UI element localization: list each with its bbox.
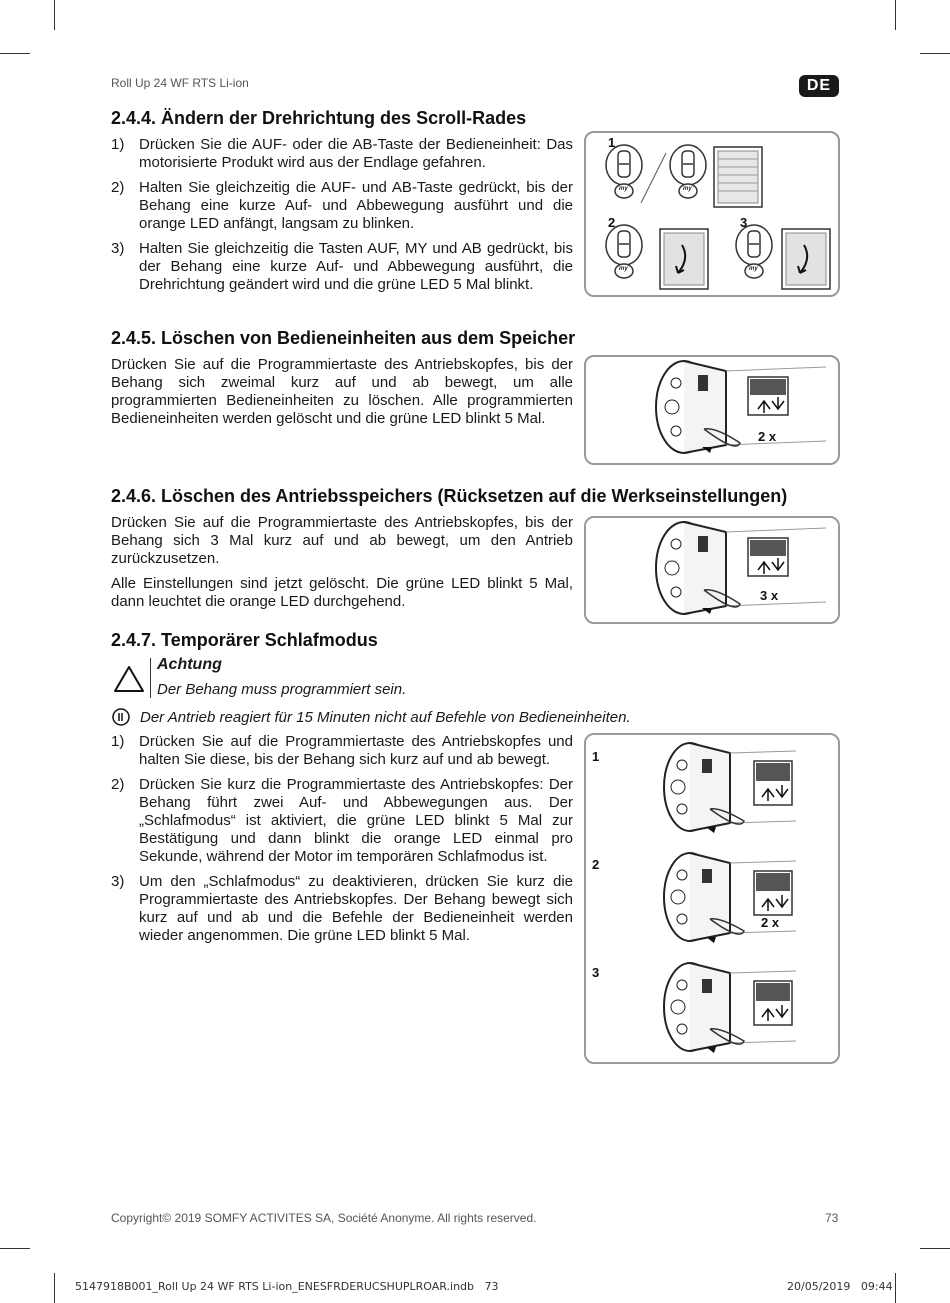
figure-step-label: 2 xyxy=(592,857,600,872)
step-text: Drücken Sie auf die Programmiertaste des Antriebskopfes und halten Sie diese, bis der Behang sich kurz auf und ab bewegt. xyxy=(139,733,573,768)
motor-head-illustration xyxy=(586,357,838,463)
step-text: Halten Sie gleichzeitig die AUF- und AB-Taste gedrückt, bis der Behang eine kurze Auf- und Abbewegung ausführt und die orange LED anfängt, langsam zu blinken. xyxy=(139,179,573,232)
motor-head-icon xyxy=(656,361,826,453)
my-button-label: my xyxy=(683,186,692,192)
step-number: 1) xyxy=(111,136,125,153)
motor-head-icon xyxy=(656,522,826,614)
heading-2-4-6: 2.4.6. Löschen des Antriebsspeichers (Rücksetzen auf die Werkseinstellungen) xyxy=(111,486,788,506)
info-text: Der Antrieb reagiert für 15 Minuten nicht auf Befehle von Bedieneinheiten. xyxy=(140,709,631,726)
figure-motor-head-3x xyxy=(584,516,840,624)
figure-sleep-mode-steps xyxy=(584,733,840,1064)
heading-2-4-4: 2.4.4. Ändern der Drehrichtung des Scroll-Rades xyxy=(111,108,527,128)
steps-2-4-4 xyxy=(111,136,573,301)
step-item xyxy=(111,873,573,945)
press-count-label: 2 x xyxy=(761,915,780,930)
step-number: 2) xyxy=(111,179,125,196)
figure-remote-steps xyxy=(584,131,840,297)
press-count-label: 3 x xyxy=(760,588,779,603)
step-number: 2) xyxy=(111,776,125,793)
print-slug-date: 20/05/2019 09:44 xyxy=(787,1280,893,1293)
heading-2-4-7: 2.4.7. Temporärer Schlafmodus xyxy=(111,630,378,650)
motor-head-illustration xyxy=(586,518,838,622)
blind-icon xyxy=(714,147,762,207)
crop-mark xyxy=(920,53,950,54)
press-count-label: 2 x xyxy=(758,429,777,444)
motor-head-icon xyxy=(664,963,796,1053)
step-number: 1) xyxy=(111,733,125,750)
heading-2-4-5: 2.4.5. Löschen von Bedieneinheiten aus dem Speicher xyxy=(111,328,576,348)
crop-mark xyxy=(54,1273,55,1303)
step-text: Um den „Schlafmodus“ zu deaktivieren, drücken Sie kurz die Programmiertaste des Antriebskopfes. Der Behang bewegt sich kurz auf und ab und die Befehle der Bedieneinheit werden wieder angenommen. Die grüne LED blinkt 5 Mal. xyxy=(139,873,573,944)
blind-up-down-icon xyxy=(748,538,788,576)
copyright-notice: Copyright© 2019 SOMFY ACTIVITES SA, Société Anonyme. All rights reserved. xyxy=(111,1211,537,1225)
document-title: Roll Up 24 WF RTS Li-ion xyxy=(111,76,249,90)
step-item xyxy=(111,240,573,294)
or-divider xyxy=(641,153,666,203)
crop-mark xyxy=(895,1273,896,1303)
figure-step-label: 3 xyxy=(592,965,600,980)
motor-head-icon xyxy=(664,743,796,833)
warning-triangle-icon xyxy=(113,664,145,694)
figure-step-label: 3 xyxy=(740,215,748,230)
my-button-label: my xyxy=(619,266,628,272)
blind-up-down-icon xyxy=(748,377,788,415)
warning-divider xyxy=(150,658,151,698)
blind-icon xyxy=(660,229,708,289)
step-text: Halten Sie gleichzeitig die Tasten AUF, MY und AB gedrückt, bis der Behang eine kurze Auf- und Abbewegung ausführt, die Drehrichtung geändert wird und die grüne LED 5 Mal blinkt. xyxy=(139,240,573,293)
crop-mark xyxy=(895,0,896,30)
paragraph-2-4-6-b: Alle Einstellungen sind jetzt gelöscht. Die grüne LED blinkt 5 Mal, dann leuchtet die orange LED durchgehend. xyxy=(111,575,573,610)
paragraph-2-4-6-a: Drücken Sie auf die Programmiertaste des Antriebskopfes, bis der Behang sich 3 Mal kurz auf und ab bewegt, um den Antrieb zurückzusetzen. xyxy=(111,514,573,567)
crop-mark xyxy=(0,1248,30,1249)
sleep-mode-illustration xyxy=(586,735,838,1062)
figure-step-label: 2 xyxy=(608,215,616,230)
figure-motor-head-2x xyxy=(584,355,840,465)
step-text: Drücken Sie die AUF- oder die AB-Taste der Bedieneinheit: Das motorisierte Produkt wird aus der Endlage gefahren. xyxy=(139,136,573,171)
step-number: 3) xyxy=(111,240,125,257)
step-number: 3) xyxy=(111,873,125,890)
print-slug-file: 5147918B001_Roll Up 24 WF RTS Li-ion_ENESFRDERUCSHUPLROAR.indb 73 xyxy=(75,1280,499,1293)
step-item xyxy=(111,733,573,769)
blind-icon xyxy=(782,229,830,289)
info-icon xyxy=(111,707,131,727)
page-number: 73 xyxy=(825,1211,839,1225)
warning-title: Achtung xyxy=(157,656,222,673)
warning-text: Der Behang muss programmiert sein. xyxy=(157,681,407,698)
steps-2-4-7 xyxy=(111,733,573,952)
my-button-label: my xyxy=(619,186,628,192)
step-text: Drücken Sie kurz die Programmiertaste des Antriebskopfes: Der Behang führt zwei Auf- und Abbewegungen aus. Der „Schlafmodus“ ist aktiviert, die grüne LED blinkt 5 Mal zur Bestätigung und dann blinkt die orange LED einmal pro Sekunde, während der Motor im temporären Schlafmodus ist. xyxy=(139,776,573,865)
crop-mark xyxy=(0,53,30,54)
crop-mark xyxy=(54,0,55,30)
language-badge: DE xyxy=(799,75,839,97)
paragraph-2-4-5: Drücken Sie auf die Programmiertaste des Antriebskopfes, bis der Behang sich zweimal kurz auf und ab bewegt, um alle programmierten Bedieneinheiten zu löschen. Alle programmierten Bedieneinheiten werden gelöscht und die grüne LED blinkt 5 Mal. xyxy=(111,356,573,427)
step-item xyxy=(111,179,573,233)
step-item xyxy=(111,776,573,866)
figure-step-label: 1 xyxy=(608,135,616,150)
step-item xyxy=(111,136,573,172)
figure-step-label: 1 xyxy=(592,749,600,764)
crop-mark xyxy=(920,1248,950,1249)
my-button-label: my xyxy=(749,266,758,272)
